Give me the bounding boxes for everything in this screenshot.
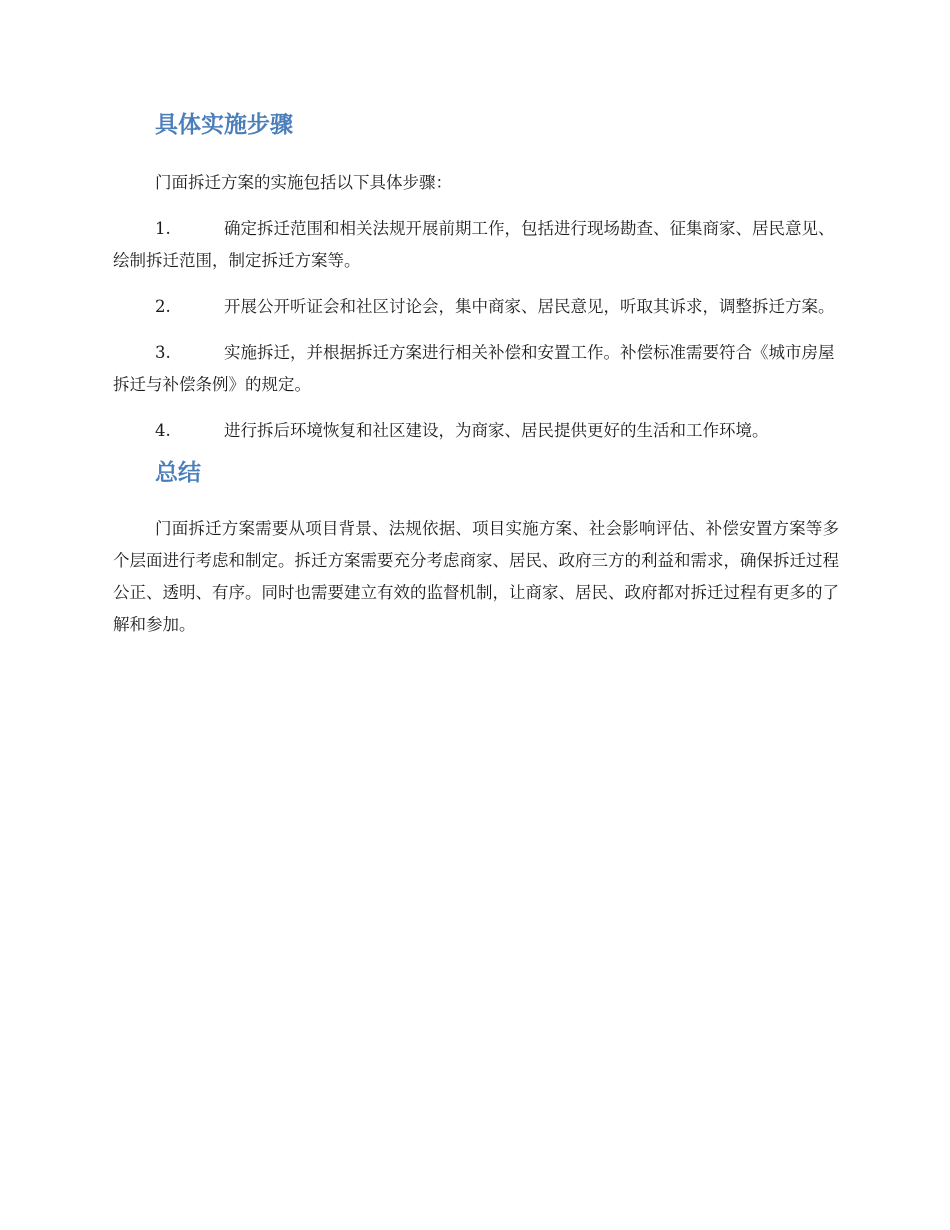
step-item-3 bbox=[113, 337, 839, 401]
step-number: 1. bbox=[155, 219, 171, 238]
step-text: 实施拆迁，并根据拆迁方案进行相关补偿和安置工作。补偿标准需要符合《城市房屋拆迁与补偿条例》的规定。 bbox=[113, 343, 835, 394]
step-item-4 bbox=[113, 415, 839, 447]
steps-intro: 门面拆迁方案的实施包括以下具体步骤： bbox=[155, 173, 452, 192]
summary-paragraph: 门面拆迁方案需要从项目背景、法规依据、项目实施方案、社会影响评估、补偿安置方案等多个层面进行考虑和制定。拆迁方案需要充分考虑商家、居民、政府三方的利益和需求，确保拆迁过程公正、透明、有序。同时也需要建立有效的监督机制，让商家、居民、政府都对拆迁过程有更多的了解和参加。 bbox=[113, 519, 839, 634]
step-text: 开展公开听证会和社区讨论会，集中商家、居民意见，听取其诉求，调整拆迁方案。 bbox=[224, 297, 835, 316]
step-item-2 bbox=[113, 291, 839, 323]
step-number: 4. bbox=[155, 421, 171, 440]
section-heading-summary: 总结 bbox=[155, 460, 201, 486]
section-heading-implementation-steps: 具体实施步骤 bbox=[155, 112, 293, 138]
step-number: 2. bbox=[155, 297, 171, 316]
step-number: 3. bbox=[155, 343, 171, 362]
step-text: 确定拆迁范围和相关法规开展前期工作，包括进行现场勘查、征集商家、居民意见、绘制拆迁范围，制定拆迁方案等。 bbox=[113, 219, 835, 270]
step-text: 进行拆后环境恢复和社区建设，为商家、居民提供更好的生活和工作环境。 bbox=[224, 421, 769, 440]
step-item-1 bbox=[113, 213, 839, 277]
document-page bbox=[113, 105, 839, 641]
